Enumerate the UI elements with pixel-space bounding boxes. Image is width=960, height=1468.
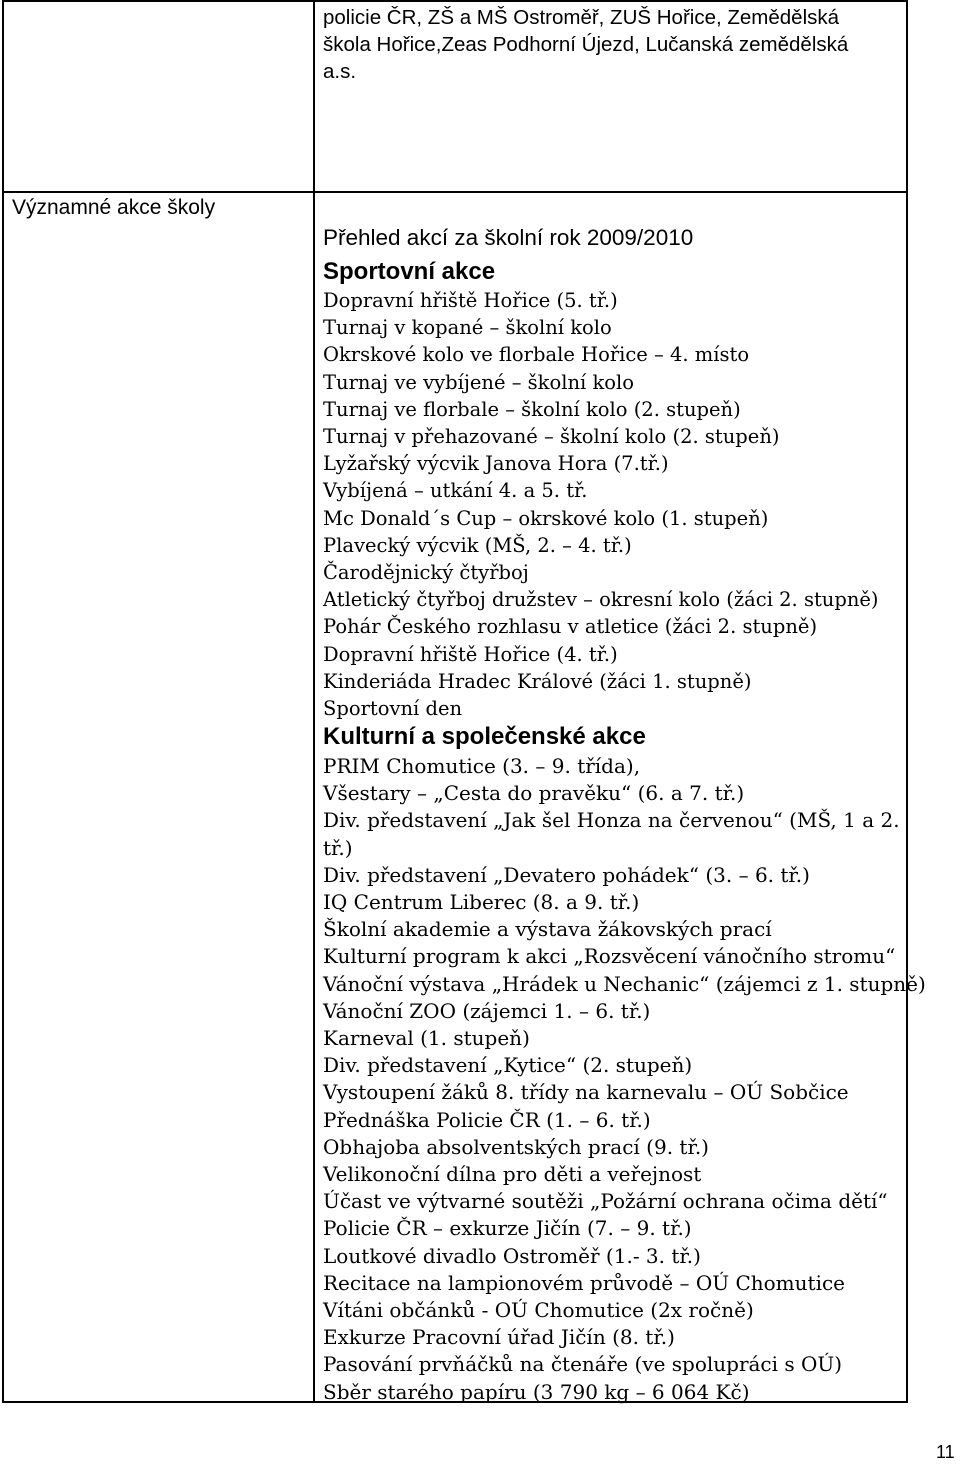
list-item: tř.) [323,835,353,860]
page-number: 11 [936,1442,955,1462]
list-item: Div. představení „Devatero pohádek“ (3. – 6. tř.) [323,862,810,887]
list-item: Čarodějnický čtyřboj [323,561,529,585]
list-item: Turnaj v kopané – školní kolo [323,316,612,340]
culture-heading: Kulturní a společenské akce [323,723,646,750]
list-item: Kulturní program k akci „Rozsvěcení vánočního stromu“ [323,944,896,969]
table-column-divider [313,0,315,1403]
list-item: Kinderiáda Hradec Králové (žáci 1. stupně) [323,669,752,693]
list-item: Dopravní hřiště Hořice (4. tř.) [323,642,618,666]
list-item: Sběr starého papíru (3 790 kg – 6 064 Kč) [323,1379,750,1404]
list-item: Pasování prvňáčků na čtenáře (ve spolupráci s OÚ) [323,1352,843,1377]
sport-list [323,287,879,722]
partners-text: policie ČR, ZŠ a MŠ Ostroměř, ZUŠ Hořice, Zemědělská škola Hořice,Zeas Podhorní Újezd, Lučanská zemědělská a.s. [323,6,849,83]
list-item: Loutkové divadlo Ostroměř (1.- 3. tř.) [323,1243,701,1268]
list-item: Exkurze Pracovní úřad Jičín (8. tř.) [323,1325,675,1350]
list-item: Vánoční výstava „Hrádek u Nechanic“ (zájemci z 1. stupně) [323,971,926,996]
list-item: Dopravní hřiště Hořice (5. tř.) [323,289,618,312]
list-item: Lyžařský výcvik Janova Hora (7.tř.) [323,452,669,476]
list-item: Vánoční ZOO (zájemci 1. – 6. tř.) [323,998,651,1023]
list-item: Turnaj ve vybíjené – školní kolo [323,370,634,394]
list-item: Karneval (1. stupeň) [323,1026,530,1051]
list-item: Okrskové kolo ve florbale Hořice – 4. místo [323,343,750,367]
list-item: Atletický čtyřboj družstev – okresní kolo (žáci 2. stupně) [323,588,879,612]
table-left-border [2,0,4,1403]
list-item: Policie ČR – exkurze Jičín (7. – 9. tř.) [323,1216,692,1241]
list-item: Vybíjená – utkání 4. a 5. tř. [323,479,588,503]
list-item: Vítáni občánků - OÚ Chomutice (2x ročně) [323,1298,754,1323]
list-item: Plavecký výcvik (MŠ, 2. – 4. tř.) [323,533,632,557]
list-item: Přednáška Policie ČR (1. – 6. tř.) [323,1107,651,1132]
list-item: Všestary – „Cesta do pravěku“ (6. a 7. tř.) [323,781,745,806]
list-item: Pohár Českého rozhlasu v atletice (žáci 2. stupně) [323,615,818,639]
list-item: IQ Centrum Liberec (8. a 9. tř.) [323,890,640,915]
table-row-divider [2,191,908,193]
sport-heading: Sportovní akce [323,258,496,285]
list-item: Účast ve výtvarné soutěži „Požární ochrana očima dětí“ [323,1189,888,1214]
culture-list [323,753,926,1406]
list-item: Turnaj v přehazované – školní kolo (2. stupeň) [323,425,780,449]
list-item: Velikonoční dílna pro děti a veřejnost [323,1162,702,1187]
list-item: Školní akademie a výstava žákovských prací [323,917,772,942]
list-item: Obhajoba absolventských prací (9. tř.) [323,1134,709,1159]
table-top-border [2,0,908,2]
list-item: PRIM Chomutice (3. – 9. třída), [323,754,641,778]
list-item: Turnaj ve florbale – školní kolo (2. stupeň) [323,397,741,421]
list-item: Div. představení „Kytice“ (2. stupeň) [323,1053,693,1078]
list-item: Mc Donald´s Cup – okrskové kolo (1. stupeň) [323,506,769,530]
section-overview-title: Přehled akcí za školní rok 2009/2010 [323,225,694,250]
list-item: Sportovní den [323,697,463,721]
list-item: Recitace na lampionovém průvodě – OÚ Chomutice [323,1270,846,1295]
list-item: Vystoupení žáků 8. třídy na karnevalu – OÚ Sobčice [323,1080,849,1105]
row-label: Významné akce školy [12,196,216,219]
list-item: Div. představení „Jak šel Honza na červenou“ (MŠ, 1 a 2. [323,808,900,833]
